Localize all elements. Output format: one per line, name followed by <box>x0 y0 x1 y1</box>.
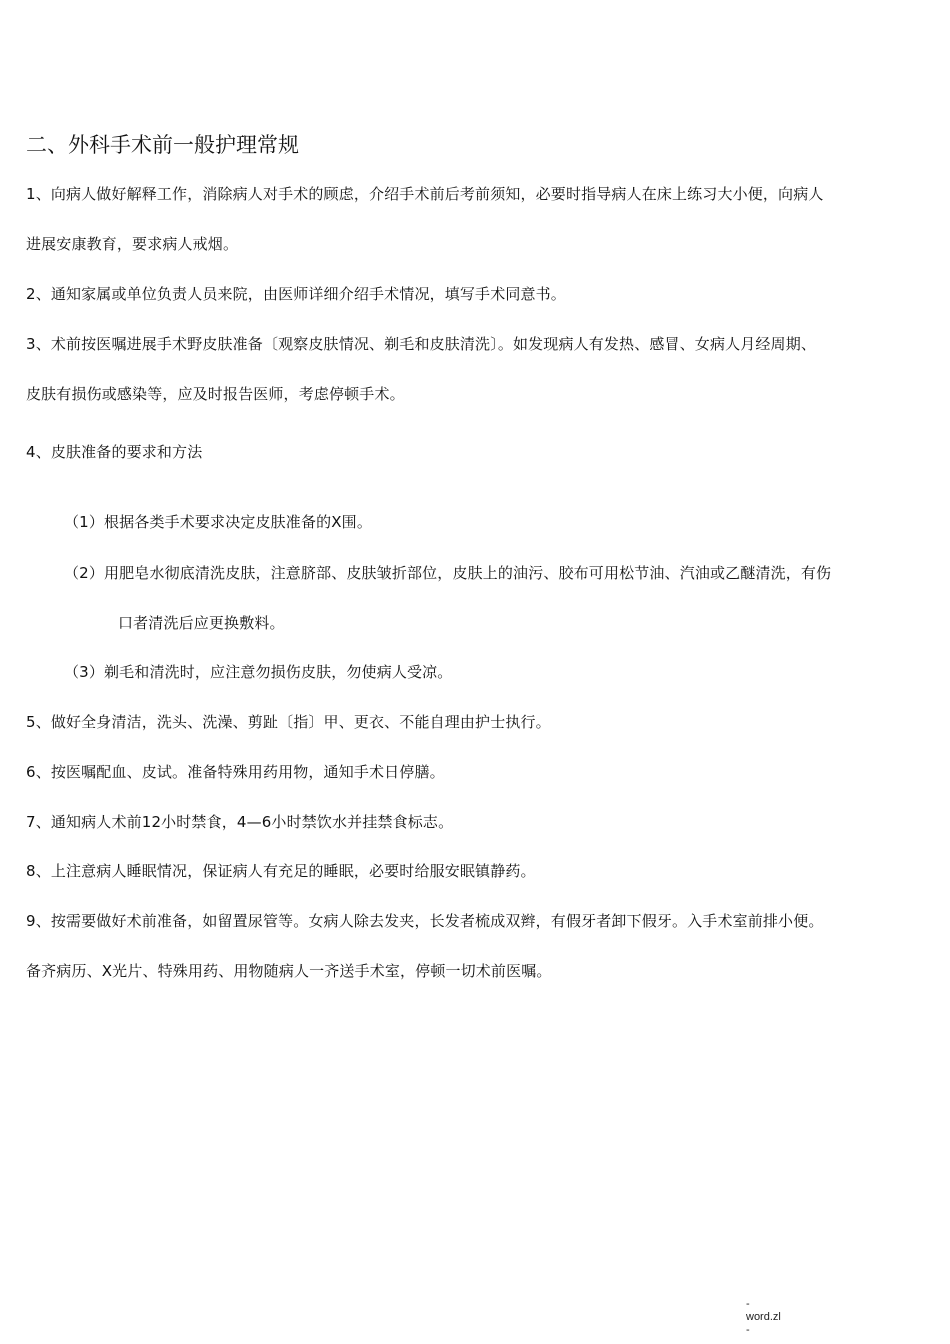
paragraph-2: 2、通知家属或单位负责人员来院，由医师详细介绍手术情况，填写手术同意书。 <box>26 285 566 303</box>
paragraph-5: 5、做好全身清洁，洗头、洗澡、剪趾〔指〕甲、更衣、不能自理由护士执行。 <box>26 713 551 731</box>
sub-item-3: （3）剃毛和清洗时，应注意勿损伤皮肤，勿使病人受凉。 <box>64 663 453 681</box>
page-title: 二、外科手术前一般护理常规 <box>26 133 299 157</box>
footer-dash-top: - <box>746 1298 750 1310</box>
footer-dash-bottom: - <box>746 1324 750 1336</box>
sub-item-1: （1）根据各类手术要求决定皮肤准备的X围。 <box>64 513 372 531</box>
paragraph-6: 6、按医嘱配血、皮试。准备特殊用药用物，通知手术日停膳。 <box>26 763 445 781</box>
paragraph-1-line-1: 1、向病人做好解释工作，消除病人对手术的顾虑，介绍手术前后考前须知，必要时指导病人在床上练习大小便，向病人 <box>26 185 824 203</box>
paragraph-3-line-2: 皮肤有损伤或感染等，应及时报告医师，考虑停顿手术。 <box>26 385 405 403</box>
footer-source: word.zl <box>746 1311 781 1323</box>
paragraph-3-line-1: 3、术前按医嘱进展手术野皮肤准备〔观察皮肤情况、剃毛和皮肤清洗〕。如发现病人有发热、感冒、女病人月经周期、 <box>26 335 816 353</box>
paragraph-7: 7、通知病人术前12小时禁食，4—6小时禁饮水并挂禁食标志。 <box>26 813 454 831</box>
paragraph-8: 8、上注意病人睡眠情况，保证病人有充足的睡眠，必要时给服安眠镇静药。 <box>26 862 536 880</box>
page-footer <box>746 1298 781 1337</box>
paragraph-4-heading: 4、皮肤准备的要求和方法 <box>26 443 203 461</box>
sub-item-2-line-1: （2）用肥皂水彻底清洗皮肤，注意脐部、皮肤皱折部位，皮肤上的油污、胶布可用松节油、汽油或乙醚清洗，有伤 <box>64 564 832 582</box>
paragraph-1-line-2: 进展安康教育，要求病人戒烟。 <box>26 235 239 253</box>
paragraph-9-line-1: 9、按需要做好术前准备，如留置尿管等。女病人除去发夹，长发者梳成双辫，有假牙者卸下假牙。入手术室前排小便。 <box>26 912 824 930</box>
paragraph-9-line-2: 备齐病历、X光片、特殊用药、用物随病人一齐送手术室，停顿一切术前医嘱。 <box>26 962 552 980</box>
sub-item-2-line-2: 口者清洗后应更换敷料。 <box>118 614 285 632</box>
